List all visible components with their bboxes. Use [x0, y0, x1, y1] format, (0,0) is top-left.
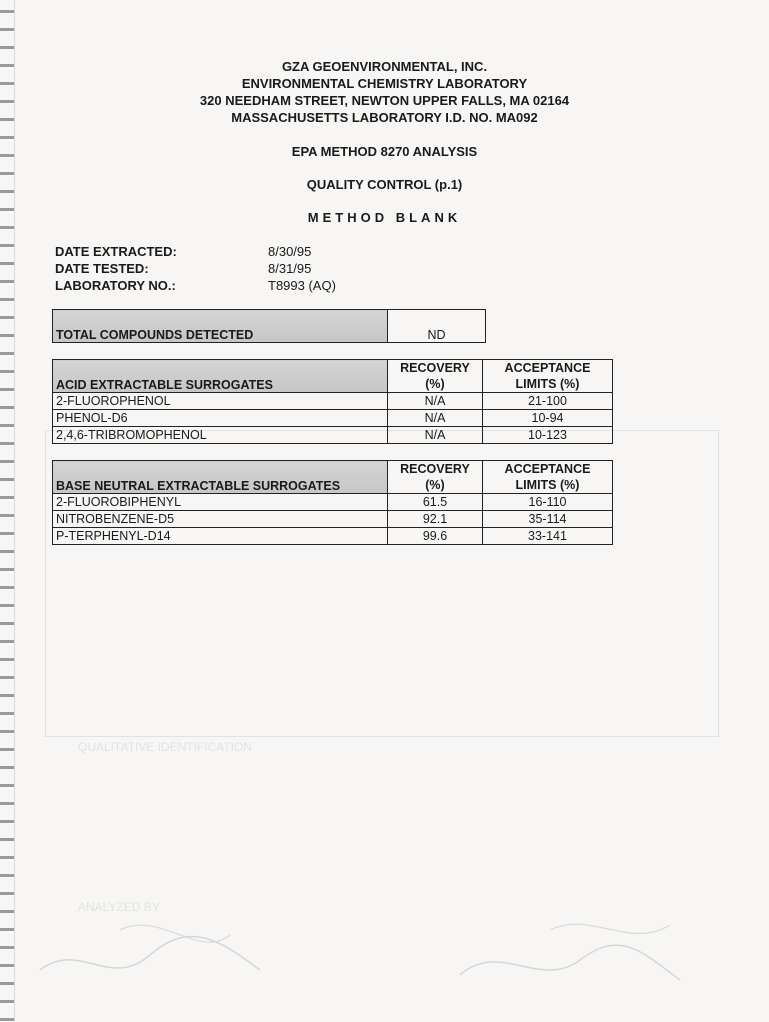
acid-title: ACID EXTRACTABLE SURROGATES [53, 360, 388, 393]
acid-limits-header-line1: ACCEPTANCE [504, 361, 591, 375]
total-compounds-value: ND [388, 310, 486, 343]
table-row [53, 410, 613, 427]
recovery-value: N/A [388, 427, 483, 444]
compound-name: 2,4,6-TRIBROMOPHENOL [53, 427, 388, 444]
acid-recovery-header [388, 360, 483, 393]
method-title: EPA METHOD 8270 ANALYSIS [291, 144, 478, 159]
method-blank-title: METHOD BLANK [307, 210, 462, 225]
recovery-value: 99.6 [388, 528, 483, 545]
total-compounds-table [52, 309, 486, 343]
compound-name: P-TERPHENYL-D14 [53, 528, 388, 545]
base-neutral-surrogates-table [52, 460, 613, 545]
date-tested-label: DATE TESTED: [55, 261, 149, 276]
date-tested-value: 8/31/95 [268, 261, 312, 276]
bleedthrough-text-2: ANALYZED BY [78, 900, 160, 914]
acid-limits-header-line2: LIMITS (%) [515, 377, 580, 391]
limits-value: 10-123 [483, 427, 613, 444]
date-extracted-label: DATE EXTRACTED: [55, 244, 177, 259]
recovery-value: 92.1 [388, 511, 483, 528]
bleedthrough-text: QUALITATIVE IDENTIFICATION [78, 740, 253, 754]
compound-name: 2-FLUOROPHENOL [53, 393, 388, 410]
lab-no-value: T8993 (AQ) [268, 278, 336, 293]
limits-value: 10-94 [483, 410, 613, 427]
base-title: BASE NEUTRAL EXTRACTABLE SURROGATES [53, 461, 388, 494]
table-row [53, 494, 613, 511]
table-row [53, 393, 613, 410]
acid-recovery-header-line1: RECOVERY [400, 361, 470, 375]
limits-value: 16-110 [483, 494, 613, 511]
date-extracted-value: 8/30/95 [268, 244, 312, 259]
bleedthrough-signature [20, 900, 760, 1010]
compound-name: NITROBENZENE-D5 [53, 511, 388, 528]
base-limits-header [483, 461, 613, 494]
base-limits-header-line2: LIMITS (%) [515, 478, 580, 492]
acid-surrogates-table [52, 359, 613, 444]
base-recovery-header-line1: RECOVERY [400, 462, 470, 476]
table-row [53, 528, 613, 545]
base-recovery-header [388, 461, 483, 494]
acid-limits-header [483, 360, 613, 393]
lab-header [0, 58, 769, 126]
limits-value: 33-141 [483, 528, 613, 545]
qc-title: QUALITY CONTROL (p.1) [306, 177, 463, 192]
recovery-value: 61.5 [388, 494, 483, 511]
table-row [53, 511, 613, 528]
recovery-value: N/A [388, 410, 483, 427]
compound-name: 2-FLUOROBIPHENYL [53, 494, 388, 511]
lab-id: MASSACHUSETTS LABORATORY I.D. NO. MA092 [231, 110, 538, 125]
lab-no-label: LABORATORY NO.: [55, 278, 176, 293]
acid-recovery-header-line2: (%) [425, 377, 445, 391]
compound-name: PHENOL-D6 [53, 410, 388, 427]
total-compounds-label: TOTAL COMPOUNDS DETECTED [53, 310, 388, 343]
base-recovery-header-line2: (%) [425, 478, 445, 492]
limits-value: 21-100 [483, 393, 613, 410]
table-row [53, 427, 613, 444]
recovery-value: N/A [388, 393, 483, 410]
lab-address: 320 NEEDHAM STREET, NEWTON UPPER FALLS, MA 02164 [199, 93, 570, 108]
limits-value: 35-114 [483, 511, 613, 528]
lab-name: ENVIRONMENTAL CHEMISTRY LABORATORY [241, 76, 528, 91]
company-name: GZA GEOENVIRONMENTAL, INC. [281, 59, 488, 74]
base-limits-header-line1: ACCEPTANCE [504, 462, 591, 476]
